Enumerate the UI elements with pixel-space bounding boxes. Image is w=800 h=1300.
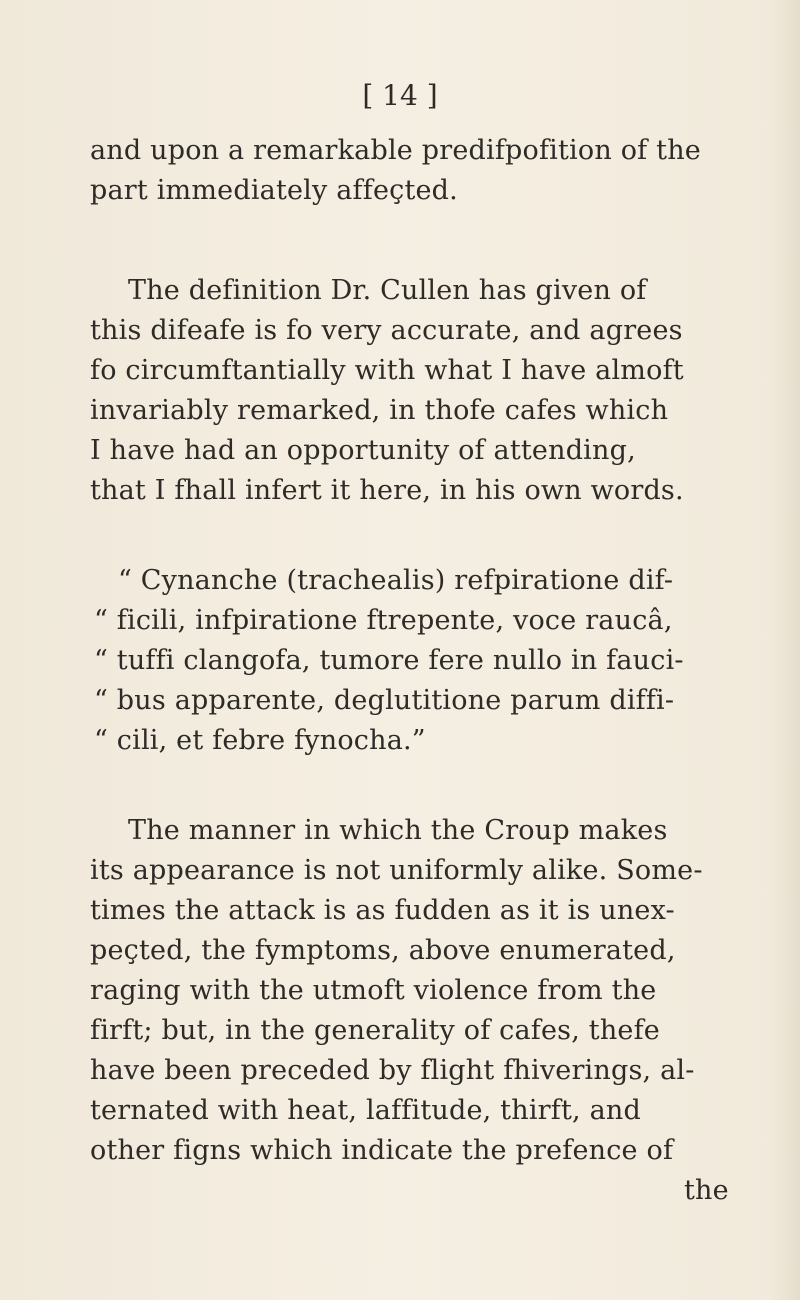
quote-line: “ bus apparente, deglutitione parum diffi- — [94, 685, 675, 716]
text-line: that I fhall infert it here, in his own words. — [90, 475, 684, 506]
text-line: peçted, the fymptoms, above enumerated, — [90, 935, 676, 966]
quote-line: “ cili, et febre fynocha.” — [94, 725, 426, 756]
text-line: and upon a remarkable predifpofition of the — [90, 135, 701, 166]
text-line: The definition Dr. Cullen has given of — [128, 275, 647, 306]
text-line: other figns which indicate the prefence of — [90, 1135, 674, 1166]
text-line: times the attack is as fudden as it is unex- — [90, 895, 675, 926]
text-line: this difeafe is fo very accurate, and agrees — [90, 315, 683, 346]
quote-line: “ Cynanche (trachealis) refpiratione dif- — [118, 565, 674, 596]
catchword: the — [684, 1175, 729, 1206]
page-edge-shadow — [770, 0, 800, 1300]
quote-line: “ tuffi clangofa, tumore fere nullo in fauci- — [94, 645, 684, 676]
text-line: firft; but, in the generality of cafes, thefe — [90, 1015, 660, 1046]
text-line: part immediately affeçted. — [90, 175, 458, 206]
text-line: fo circumftantially with what I have almoft — [90, 355, 684, 386]
text-line: The manner in which the Croup makes — [128, 815, 668, 846]
text-line: I have had an opportunity of attending, — [90, 435, 636, 466]
text-line: raging with the utmoft violence from the — [90, 975, 657, 1006]
text-line: have been preceded by flight fhiverings, al- — [90, 1055, 695, 1086]
text-line: invariably remarked, in thofe cafes which — [90, 395, 669, 426]
text-line: its appearance is not uniformly alike. Some- — [90, 855, 703, 886]
quote-line: “ ficili, infpiratione ftrepente, voce raucâ, — [94, 605, 673, 636]
page-number-header: [ 14 ] — [362, 79, 438, 112]
text-line: ternated with heat, laffitude, thirft, and — [90, 1095, 641, 1126]
